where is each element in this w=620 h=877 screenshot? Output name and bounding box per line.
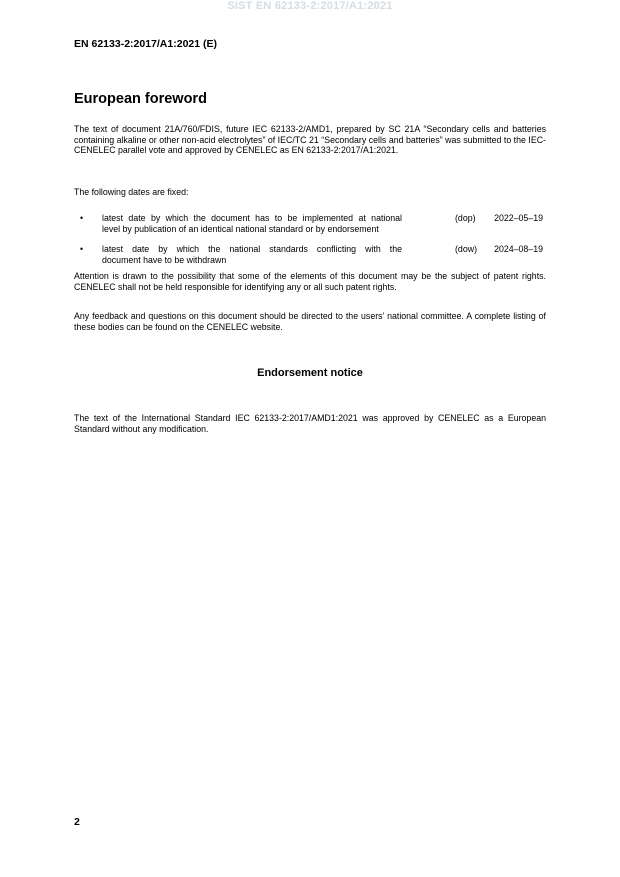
foreword-paragraph-2: The following dates are fixed: [74, 187, 189, 197]
bullet-date: 2024–08–19 [494, 244, 543, 254]
bullet-text [102, 213, 402, 234]
page-number: 2 [74, 816, 80, 828]
bullet-line-1: latest date by which the document has to be implemented at national [102, 213, 402, 223]
bullet-line-2: level by publication of an identical national standard or by endorsement [102, 223, 379, 234]
bullet-line-1: latest date by which the national standards conflicting with the [102, 244, 402, 254]
document-id-header: EN 62133-2:2017/A1:2021 (E) [74, 38, 218, 50]
bullet-code: (dow) [455, 244, 477, 254]
foreword-paragraph-4: Any feedback and questions on this document should be directed to the users’ national committee. A complete listing of these bodies can be found on the CENELEC website. [74, 311, 546, 332]
bullet-text [102, 244, 402, 265]
endorsement-text: The text of the International Standard IEC 62133-2:2017/AMD1:2021 was approved by CENELEC as a European Standard without any modification. [74, 413, 546, 434]
foreword-paragraph-3: Attention is drawn to the possibility that some of the elements of this document may be the subject of patent rights. CENELEC shall not be held responsible for identifying any or all such patent rights. [74, 271, 546, 292]
bullet-icon: • [80, 213, 84, 223]
watermark: SIST EN 62133-2:2017/A1:2021 [227, 0, 393, 12]
bullet-date: 2022–05–19 [494, 213, 543, 223]
foreword-paragraph-1: The text of document 21A/760/FDIS, future IEC 62133-2/AMD1, prepared by SC 21A “Secondary cells and batteries containing alkaline or other non-acid electrolytes” of IEC/TC 21 “Secondary cells and batteries” was submitted to the IEC-CENELEC parallel vote and approved by CENELEC as EN 62133-2:2017/A1:2021. [74, 124, 546, 156]
endorsement-title: Endorsement notice [257, 367, 363, 379]
bullet-line-2: document have to be withdrawn [102, 254, 227, 265]
bullet-code: (dop) [455, 213, 476, 223]
foreword-title: European foreword [74, 91, 207, 107]
bullet-icon: • [80, 244, 84, 254]
